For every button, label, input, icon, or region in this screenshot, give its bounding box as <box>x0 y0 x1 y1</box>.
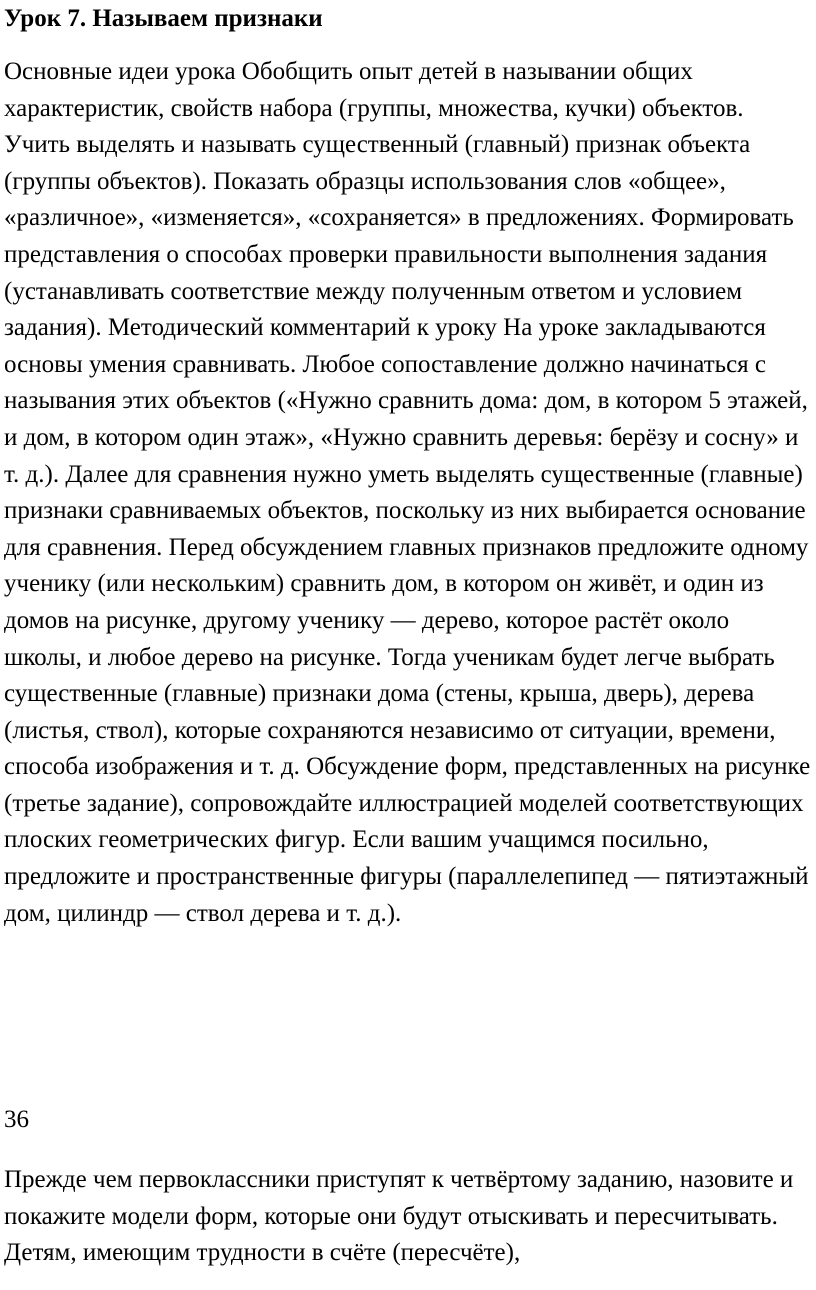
lesson-title: Урок 7. Называем признаки <box>4 5 323 32</box>
continued-paragraph: Прежде чем первоклассники приступят к четвёртому заданию, назовите и покажите модели форм, которые они будут отыскивать и пересчитывать. Детям, имеющим трудности в счёте (пересчёте), <box>4 1166 794 1267</box>
lesson-body-paragraph: Основные идеи урока Обобщить опыт детей в назывании общих характеристик, свойств набора (группы, множества, кучки) объектов. Учить выделять и называть существенный (главный) признак объекта (группы объектов). Показать образцы использования слов «общее», «различное», «изменяется», «сохраняется» в предложениях. Формировать представления о способах проверки правильности выполнения задания (устанавливать соответствие между полученным ответом и условием задания). Методический комментарий к уроку На уроке закладываются основы умения сравнивать. Любое сопоставление должно начинаться с называния этих объектов («Нужно сравнить дома: дом, в котором 5 этажей, и дом, в котором один этаж», «Нужно сравнить деревья: берёзу и сосну» и т. д.). Далее для сравнения нужно уметь выделять существенные (главные) признаки сравниваемых объектов, поскольку из них выбирается основание для сравнения. Перед обсуждением главных признаков предложите одному ученику (или нескольким) сравнить дом, в котором он живёт, и один из домов на рисунке, другому ученику — дерево, которое растёт около школы, и любое дерево на рисунке. Тогда ученикам будет легче выбрать существенные (главные) признаки дома (стены, крыша, дверь), дерева (листья, ствол), которые сохраняются независимо от ситуации, времени, способа изображения и т. д. Обсуждение форм, представленных на рисунке (третье задание), сопровождайте иллюстрацией моделей соответствующих плоских геометрических фигур. Если вашим учащимся посильно, предложите и пространственные фигуры (параллелепипед — пятиэтажный дом, цилиндр — ствол дерева и т. д.). <box>4 58 811 927</box>
page-number: 36 <box>4 1106 29 1133</box>
